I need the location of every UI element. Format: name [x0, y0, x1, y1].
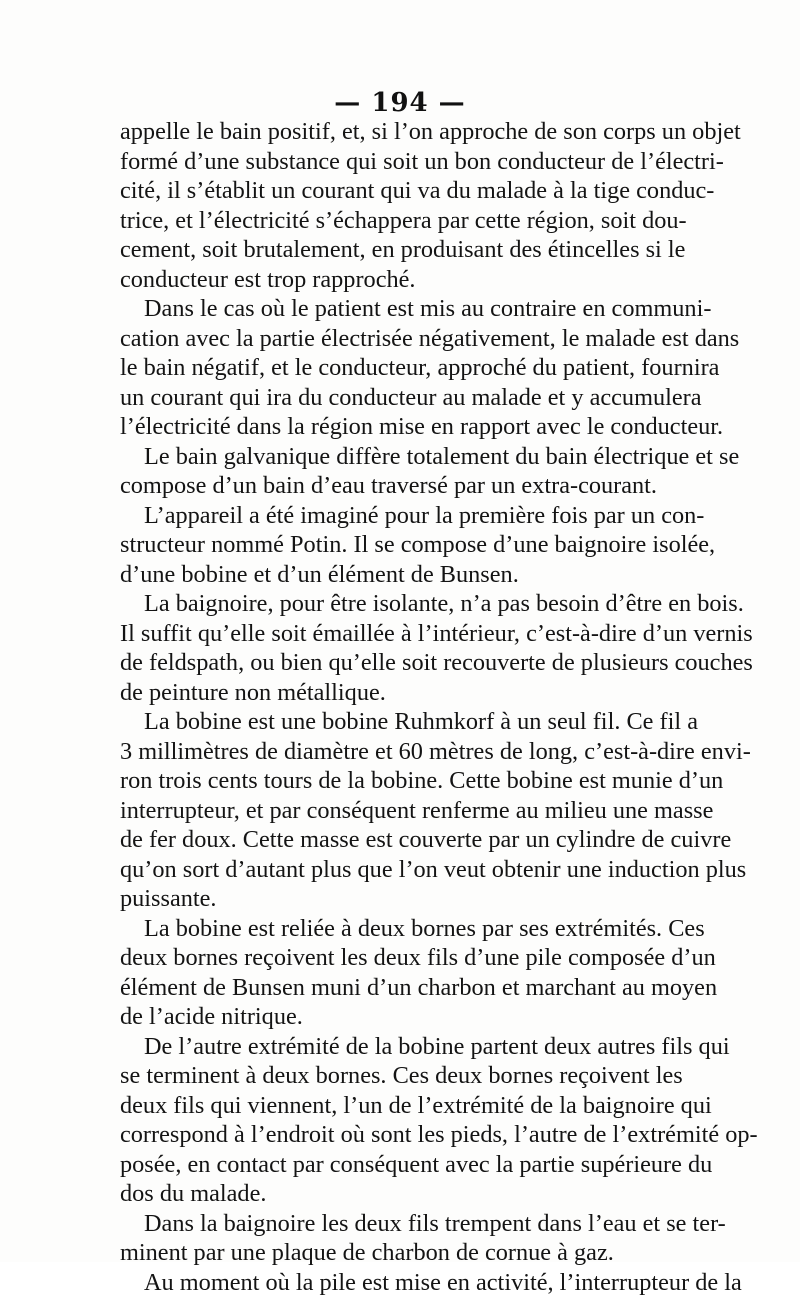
- text-line: 3 millimètres de diamètre et 60 mètres de long, c’est-à-dire envi-: [120, 737, 680, 767]
- text-line: trice, et l’électricité s’échappera par cette région, soit dou-: [120, 206, 680, 236]
- text-line: l’électricité dans la région mise en rapport avec le conducteur.: [120, 412, 680, 442]
- text-line: de peinture non métallique.: [120, 678, 680, 708]
- text-line: Dans la baignoire les deux fils trempent dans l’eau et se ter-: [120, 1209, 680, 1239]
- body-text: [120, 117, 680, 1297]
- text-line: le bain négatif, et le conducteur, approché du patient, fournira: [120, 353, 680, 383]
- text-line: puissante.: [120, 884, 680, 914]
- paragraph: [120, 914, 680, 1032]
- text-line: La bobine est une bobine Ruhmkorf à un seul fil. Ce fil a: [120, 707, 680, 737]
- text-line: dos du malade.: [120, 1179, 680, 1209]
- text-line: de l’acide nitrique.: [120, 1002, 680, 1032]
- text-line: La baignoire, pour être isolante, n’a pas besoin d’être en bois.: [120, 589, 680, 619]
- paragraph: [120, 1032, 680, 1209]
- text-line: formé d’une substance qui soit un bon conducteur de l’électri-: [120, 147, 680, 177]
- text-line: cation avec la partie électrisée négativement, le malade est dans: [120, 324, 680, 354]
- text-line: deux bornes reçoivent les deux fils d’une pile composée d’un: [120, 943, 680, 973]
- text-line: de feldspath, ou bien qu’elle soit recouverte de plusieurs couches: [120, 648, 680, 678]
- paragraph: [120, 707, 680, 914]
- text-line: se terminent à deux bornes. Ces deux bornes reçoivent les: [120, 1061, 680, 1091]
- text-line: qu’on sort d’autant plus que l’on veut obtenir une induction plus: [120, 855, 680, 885]
- text-line: Au moment où la pile est mise en activité, l’interrupteur de la: [120, 1268, 680, 1297]
- text-line: posée, en contact par conséquent avec la partie supérieure du: [120, 1150, 680, 1180]
- paragraph: [120, 1268, 680, 1297]
- text-line: Il suffit qu’elle soit émaillée à l’intérieur, c’est-à-dire d’un vernis: [120, 619, 680, 649]
- text-line: L’appareil a été imaginé pour la première fois par un con-: [120, 501, 680, 531]
- text-line: Dans le cas où le patient est mis au contraire en communi-: [120, 294, 680, 324]
- text-line: élément de Bunsen muni d’un charbon et marchant au moyen: [120, 973, 680, 1003]
- text-line: cement, soit brutalement, en produisant des étincelles si le: [120, 235, 680, 265]
- text-line: un courant qui ira du conducteur au malade et y accumulera: [120, 383, 680, 413]
- paragraph: [120, 117, 680, 294]
- text-line: ron trois cents tours de la bobine. Cette bobine est munie d’un: [120, 766, 680, 796]
- paragraph: [120, 501, 680, 590]
- text-line: d’une bobine et d’un élément de Bunsen.: [120, 560, 680, 590]
- text-line: structeur nommé Potin. Il se compose d’une baignoire isolée,: [120, 530, 680, 560]
- paragraph: [120, 442, 680, 501]
- text-line: La bobine est reliée à deux bornes par ses extrémités. Ces: [120, 914, 680, 944]
- text-line: minent par une plaque de charbon de cornue à gaz.: [120, 1238, 680, 1268]
- text-line: cité, il s’établit un courant qui va du malade à la tige conduc-: [120, 176, 680, 206]
- paragraph: [120, 294, 680, 442]
- paragraph: [120, 589, 680, 707]
- text-line: De l’autre extrémité de la bobine partent deux autres fils qui: [120, 1032, 680, 1062]
- text-line: appelle le bain positif, et, si l’on approche de son corps un objet: [120, 117, 680, 147]
- page-number: — 194 —: [0, 88, 800, 118]
- text-line: conducteur est trop rapproché.: [120, 265, 680, 295]
- text-line: compose d’un bain d’eau traversé par un extra-courant.: [120, 471, 680, 501]
- text-line: Le bain galvanique diffère totalement du bain électrique et se: [120, 442, 680, 472]
- text-line: correspond à l’endroit où sont les pieds, l’autre de l’extrémité op-: [120, 1120, 680, 1150]
- text-line: interrupteur, et par conséquent renferme au milieu une masse: [120, 796, 680, 826]
- text-line: deux fils qui viennent, l’un de l’extrémité de la baignoire qui: [120, 1091, 680, 1121]
- paragraph: [120, 1209, 680, 1268]
- text-line: de fer doux. Cette masse est couverte par un cylindre de cuivre: [120, 825, 680, 855]
